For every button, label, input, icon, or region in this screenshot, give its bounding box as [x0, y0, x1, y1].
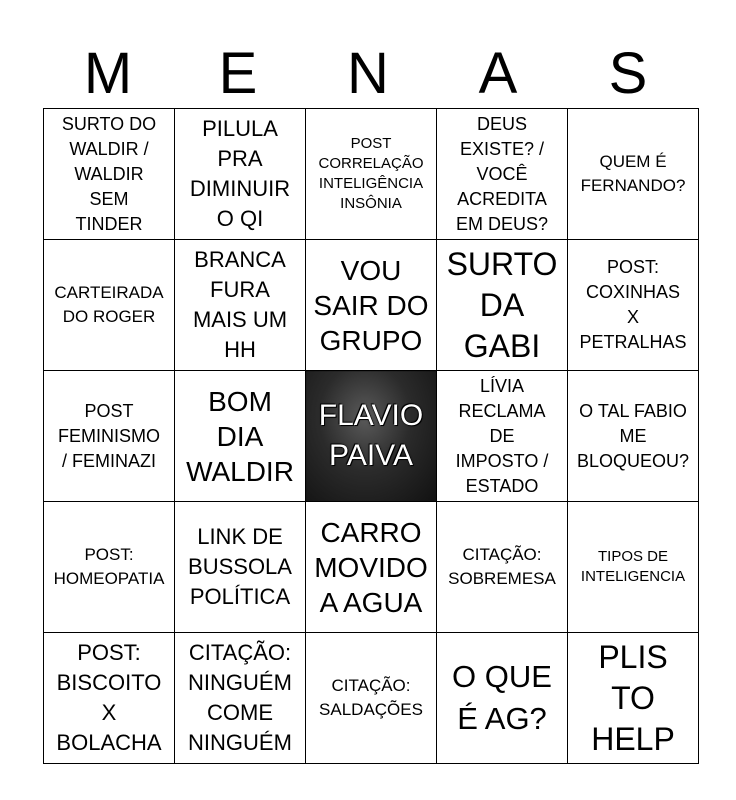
cell-text: TIPOS DE INTELIGENCIA: [580, 548, 686, 585]
bingo-grid: [43, 108, 699, 764]
bingo-cell[interactable]: [44, 633, 175, 764]
cell-text: DEUS EXISTE? / VOCÊ ACREDITA EM DEUS?: [455, 113, 549, 234]
bingo-cell[interactable]: [437, 109, 568, 240]
cell-text: POST CORRELAÇÃO INTELIGÊNCIA INSÔNIA: [318, 135, 424, 212]
bingo-cell[interactable]: [175, 240, 306, 371]
header-letter: M: [83, 41, 133, 106]
cell-text: LÍVIA RECLAMA DE IMPOSTO / ESTADO: [455, 375, 549, 496]
bingo-cell[interactable]: [437, 633, 568, 764]
grid-row: [44, 502, 699, 633]
cell-text: LINK DE BUSSOLA POLÍTICA: [188, 524, 292, 609]
grid-row: [44, 240, 699, 371]
cell-text: CITAÇÃO: NINGUÉM COME NINGUÉM: [188, 640, 292, 755]
cell-text: PILULA PRA DIMINUIR O QI: [189, 116, 291, 231]
bingo-cell[interactable]: [44, 240, 175, 371]
bingo-cell[interactable]: [568, 502, 699, 633]
cell-text: VOU SAIR DO GRUPO: [313, 254, 429, 356]
bingo-cell[interactable]: [306, 240, 437, 371]
bingo-cell[interactable]: [437, 240, 568, 371]
cell-text: BOM DIA WALDIR: [186, 385, 294, 487]
cell-text: O QUE É AG?: [452, 659, 552, 736]
bingo-cell[interactable]: [437, 371, 568, 502]
bingo-cell[interactable]: [44, 109, 175, 240]
cell-text: POST: COXINHAS X PETRALHAS: [579, 257, 687, 352]
cell-text: SURTO DA GABI: [446, 245, 558, 364]
header-letter: E: [218, 41, 258, 106]
bingo-cell[interactable]: [306, 502, 437, 633]
bingo-cell[interactable]: [568, 109, 699, 240]
bingo-header: [43, 40, 693, 108]
cell-text: BRANCA FURA MAIS UM HH: [192, 247, 288, 362]
bingo-cell[interactable]: [175, 109, 306, 240]
free-space-cell[interactable]: [306, 371, 437, 502]
cell-text: POST FEMINISMO / FEMINAZI: [58, 400, 160, 471]
bingo-cell[interactable]: [568, 240, 699, 371]
grid-row: [44, 371, 699, 502]
bingo-cell[interactable]: [175, 371, 306, 502]
cell-text: CITAÇÃO: SALDAÇÕES: [319, 676, 423, 719]
bingo-cell[interactable]: [175, 502, 306, 633]
cell-text: SURTO DO WALDIR / WALDIR SEM TINDER: [61, 113, 157, 234]
bingo-cell[interactable]: [437, 502, 568, 633]
cell-text: CARTEIRADA DO ROGER: [54, 283, 164, 326]
cell-text: POST: BISCOITO X BOLACHA: [56, 640, 162, 755]
bingo-cell[interactable]: [568, 633, 699, 764]
cell-text: CITAÇÃO: SOBREMESA: [448, 545, 556, 588]
bingo-cell[interactable]: [306, 109, 437, 240]
bingo-cell[interactable]: [44, 371, 175, 502]
bingo-cell[interactable]: [44, 502, 175, 633]
header-letter: A: [478, 41, 518, 106]
grid-row: [44, 109, 699, 240]
header-letter: N: [347, 41, 389, 106]
cell-text: PLIS TO HELP: [591, 638, 675, 757]
cell-text: QUEM É FERNANDO?: [580, 152, 686, 195]
bingo-cell[interactable]: [306, 633, 437, 764]
bingo-cell[interactable]: [568, 371, 699, 502]
cell-text: POST: HOMEOPATIA: [53, 545, 165, 588]
bingo-cell[interactable]: [175, 633, 306, 764]
free-space-label: FLAVIO PAIVA: [318, 399, 424, 472]
cell-text: CARRO MOVIDO A AGUA: [314, 516, 428, 618]
grid-row: [44, 633, 699, 764]
cell-text: O TAL FABIO ME BLOQUEOU?: [576, 400, 690, 471]
header-letter: S: [608, 41, 648, 106]
